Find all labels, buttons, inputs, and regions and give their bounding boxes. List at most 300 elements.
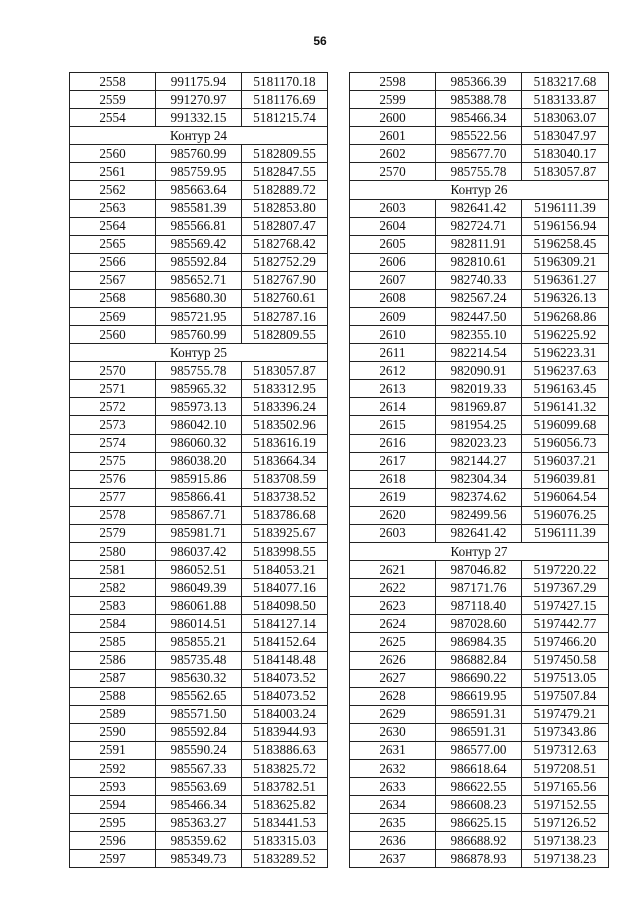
point-number: 2580 bbox=[70, 543, 156, 561]
y-coordinate: 5183925.67 bbox=[242, 524, 328, 542]
point-number: 2624 bbox=[350, 615, 436, 633]
contour-label: Контур 24 bbox=[70, 127, 328, 145]
x-coordinate: 985755.78 bbox=[436, 163, 522, 181]
table-row bbox=[70, 271, 328, 289]
point-number: 2619 bbox=[350, 488, 436, 506]
point-number: 2613 bbox=[350, 380, 436, 398]
x-coordinate: 987171.76 bbox=[436, 579, 522, 597]
point-number: 2608 bbox=[350, 289, 436, 307]
x-coordinate: 985388.78 bbox=[436, 91, 522, 109]
x-coordinate: 982304.34 bbox=[436, 470, 522, 488]
point-number: 2628 bbox=[350, 687, 436, 705]
x-coordinate: 986037.42 bbox=[156, 543, 242, 561]
x-coordinate: 986619.95 bbox=[436, 687, 522, 705]
x-coordinate: 985721.95 bbox=[156, 308, 242, 326]
y-coordinate: 5182847.55 bbox=[242, 163, 328, 181]
y-coordinate: 5196361.27 bbox=[522, 271, 609, 289]
x-coordinate: 986878.93 bbox=[436, 850, 522, 868]
table-row bbox=[350, 615, 609, 633]
table-row bbox=[350, 362, 609, 380]
point-number: 2581 bbox=[70, 561, 156, 579]
point-number: 2593 bbox=[70, 778, 156, 796]
point-number: 2583 bbox=[70, 597, 156, 615]
table-row bbox=[350, 778, 609, 796]
point-number: 2620 bbox=[350, 506, 436, 524]
point-number: 2612 bbox=[350, 362, 436, 380]
x-coordinate: 982810.61 bbox=[436, 253, 522, 271]
table-row bbox=[350, 199, 609, 217]
x-coordinate: 981954.25 bbox=[436, 416, 522, 434]
y-coordinate: 5196111.39 bbox=[522, 199, 609, 217]
point-number: 2570 bbox=[70, 362, 156, 380]
y-coordinate: 5182809.55 bbox=[242, 145, 328, 163]
y-coordinate: 5181176.69 bbox=[242, 91, 328, 109]
x-coordinate: 985965.32 bbox=[156, 380, 242, 398]
point-number: 2590 bbox=[70, 723, 156, 741]
table-row bbox=[70, 579, 328, 597]
x-coordinate: 987028.60 bbox=[436, 615, 522, 633]
table-row bbox=[350, 561, 609, 579]
x-coordinate: 982811.91 bbox=[436, 235, 522, 253]
y-coordinate: 5183664.34 bbox=[242, 452, 328, 470]
point-number: 2565 bbox=[70, 235, 156, 253]
y-coordinate: 5183782.51 bbox=[242, 778, 328, 796]
x-coordinate: 986882.84 bbox=[436, 651, 522, 669]
point-number: 2589 bbox=[70, 705, 156, 723]
table-row bbox=[350, 470, 609, 488]
contour-header-row bbox=[350, 543, 609, 561]
y-coordinate: 5183441.53 bbox=[242, 814, 328, 832]
x-coordinate: 985680.30 bbox=[156, 289, 242, 307]
x-coordinate: 985349.73 bbox=[156, 850, 242, 868]
point-number: 2598 bbox=[350, 73, 436, 91]
table-row bbox=[350, 398, 609, 416]
point-number: 2594 bbox=[70, 796, 156, 814]
x-coordinate: 985855.21 bbox=[156, 633, 242, 651]
point-number: 2560 bbox=[70, 145, 156, 163]
table-row bbox=[70, 561, 328, 579]
x-coordinate: 985363.27 bbox=[156, 814, 242, 832]
y-coordinate: 5196237.63 bbox=[522, 362, 609, 380]
y-coordinate: 5183944.93 bbox=[242, 723, 328, 741]
x-coordinate: 985760.99 bbox=[156, 145, 242, 163]
table-row bbox=[350, 488, 609, 506]
y-coordinate: 5197507.84 bbox=[522, 687, 609, 705]
x-coordinate: 986984.35 bbox=[436, 633, 522, 651]
table-row bbox=[70, 506, 328, 524]
y-coordinate: 5182767.90 bbox=[242, 271, 328, 289]
table-row bbox=[350, 289, 609, 307]
y-coordinate: 5182809.55 bbox=[242, 326, 328, 344]
point-number: 2566 bbox=[70, 253, 156, 271]
point-number: 2570 bbox=[350, 163, 436, 181]
y-coordinate: 5183133.87 bbox=[522, 91, 609, 109]
point-number: 2629 bbox=[350, 705, 436, 723]
point-number: 2616 bbox=[350, 434, 436, 452]
x-coordinate: 985592.84 bbox=[156, 253, 242, 271]
x-coordinate: 986060.32 bbox=[156, 434, 242, 452]
y-coordinate: 5197208.51 bbox=[522, 759, 609, 777]
table-row bbox=[350, 814, 609, 832]
y-coordinate: 5197152.55 bbox=[522, 796, 609, 814]
table-row bbox=[350, 524, 609, 542]
table-row bbox=[350, 669, 609, 687]
table-row bbox=[350, 832, 609, 850]
x-coordinate: 985973.13 bbox=[156, 398, 242, 416]
point-number: 2568 bbox=[70, 289, 156, 307]
x-coordinate: 986690.22 bbox=[436, 669, 522, 687]
table-row bbox=[350, 705, 609, 723]
y-coordinate: 5184098.50 bbox=[242, 597, 328, 615]
contour-header-row bbox=[350, 181, 609, 199]
point-number: 2625 bbox=[350, 633, 436, 651]
y-coordinate: 5196258.45 bbox=[522, 235, 609, 253]
table-row bbox=[350, 741, 609, 759]
x-coordinate: 986049.39 bbox=[156, 579, 242, 597]
x-coordinate: 985866.41 bbox=[156, 488, 242, 506]
table-row bbox=[70, 832, 328, 850]
table-row bbox=[70, 73, 328, 91]
table-row bbox=[350, 452, 609, 470]
x-coordinate: 991175.94 bbox=[156, 73, 242, 91]
y-coordinate: 5196309.21 bbox=[522, 253, 609, 271]
y-coordinate: 5182760.61 bbox=[242, 289, 328, 307]
table-row bbox=[350, 651, 609, 669]
y-coordinate: 5197343.86 bbox=[522, 723, 609, 741]
table-row bbox=[70, 814, 328, 832]
x-coordinate: 985466.34 bbox=[436, 109, 522, 127]
table-row bbox=[350, 163, 609, 181]
table-row bbox=[70, 524, 328, 542]
point-number: 2626 bbox=[350, 651, 436, 669]
point-number: 2627 bbox=[350, 669, 436, 687]
x-coordinate: 982567.24 bbox=[436, 289, 522, 307]
y-coordinate: 5183786.68 bbox=[242, 506, 328, 524]
y-coordinate: 5183057.87 bbox=[522, 163, 609, 181]
y-coordinate: 5183396.24 bbox=[242, 398, 328, 416]
point-number: 2609 bbox=[350, 308, 436, 326]
y-coordinate: 5197513.05 bbox=[522, 669, 609, 687]
table-row bbox=[350, 73, 609, 91]
x-coordinate: 982374.62 bbox=[436, 488, 522, 506]
contour-label: Контур 25 bbox=[70, 344, 328, 362]
x-coordinate: 986042.10 bbox=[156, 416, 242, 434]
y-coordinate: 5197220.22 bbox=[522, 561, 609, 579]
x-coordinate: 985366.39 bbox=[436, 73, 522, 91]
point-number: 2571 bbox=[70, 380, 156, 398]
table-row bbox=[70, 163, 328, 181]
x-coordinate: 985915.86 bbox=[156, 470, 242, 488]
y-coordinate: 5196141.32 bbox=[522, 398, 609, 416]
y-coordinate: 5183616.19 bbox=[242, 434, 328, 452]
point-number: 2587 bbox=[70, 669, 156, 687]
x-coordinate: 985569.42 bbox=[156, 235, 242, 253]
y-coordinate: 5183057.87 bbox=[242, 362, 328, 380]
y-coordinate: 5184148.48 bbox=[242, 651, 328, 669]
point-number: 2600 bbox=[350, 109, 436, 127]
x-coordinate: 991332.15 bbox=[156, 109, 242, 127]
x-coordinate: 985581.39 bbox=[156, 199, 242, 217]
point-number: 2586 bbox=[70, 651, 156, 669]
point-number: 2579 bbox=[70, 524, 156, 542]
y-coordinate: 5196268.86 bbox=[522, 308, 609, 326]
point-number: 2603 bbox=[350, 524, 436, 542]
y-coordinate: 5183063.07 bbox=[522, 109, 609, 127]
x-coordinate: 985760.99 bbox=[156, 326, 242, 344]
point-number: 2637 bbox=[350, 850, 436, 868]
y-coordinate: 5196037.21 bbox=[522, 452, 609, 470]
x-coordinate: 986052.51 bbox=[156, 561, 242, 579]
x-coordinate: 986618.64 bbox=[436, 759, 522, 777]
y-coordinate: 5183315.03 bbox=[242, 832, 328, 850]
table-row bbox=[350, 633, 609, 651]
table-row bbox=[350, 723, 609, 741]
table-row bbox=[70, 434, 328, 452]
table-row bbox=[350, 344, 609, 362]
point-number: 2567 bbox=[70, 271, 156, 289]
point-number: 2558 bbox=[70, 73, 156, 91]
y-coordinate: 5182889.72 bbox=[242, 181, 328, 199]
table-row bbox=[70, 362, 328, 380]
table-row bbox=[70, 253, 328, 271]
x-coordinate: 982214.54 bbox=[436, 344, 522, 362]
x-coordinate: 982740.33 bbox=[436, 271, 522, 289]
x-coordinate: 985735.48 bbox=[156, 651, 242, 669]
y-coordinate: 5196039.81 bbox=[522, 470, 609, 488]
table-row bbox=[70, 199, 328, 217]
y-coordinate: 5197367.29 bbox=[522, 579, 609, 597]
x-coordinate: 985630.32 bbox=[156, 669, 242, 687]
y-coordinate: 5184073.52 bbox=[242, 669, 328, 687]
point-number: 2591 bbox=[70, 741, 156, 759]
point-number: 2599 bbox=[350, 91, 436, 109]
x-coordinate: 982355.10 bbox=[436, 326, 522, 344]
table-row bbox=[70, 380, 328, 398]
point-number: 2605 bbox=[350, 235, 436, 253]
table-row bbox=[350, 796, 609, 814]
y-coordinate: 5182768.42 bbox=[242, 235, 328, 253]
table-row bbox=[70, 615, 328, 633]
y-coordinate: 5197312.63 bbox=[522, 741, 609, 759]
y-coordinate: 5196156.94 bbox=[522, 217, 609, 235]
y-coordinate: 5183625.82 bbox=[242, 796, 328, 814]
table-row bbox=[70, 669, 328, 687]
x-coordinate: 985522.56 bbox=[436, 127, 522, 145]
y-coordinate: 5197466.20 bbox=[522, 633, 609, 651]
point-number: 2603 bbox=[350, 199, 436, 217]
table-row bbox=[70, 181, 328, 199]
page-number: 56 bbox=[313, 34, 327, 48]
point-number: 2606 bbox=[350, 253, 436, 271]
y-coordinate: 5182807.47 bbox=[242, 217, 328, 235]
y-coordinate: 5197126.52 bbox=[522, 814, 609, 832]
table-row bbox=[350, 380, 609, 398]
contour-header-row bbox=[70, 344, 328, 362]
point-number: 2636 bbox=[350, 832, 436, 850]
point-number: 2562 bbox=[70, 181, 156, 199]
y-coordinate: 5183289.52 bbox=[242, 850, 328, 868]
point-number: 2633 bbox=[350, 778, 436, 796]
table-row bbox=[70, 741, 328, 759]
table-row bbox=[350, 217, 609, 235]
y-coordinate: 5196223.31 bbox=[522, 344, 609, 362]
point-number: 2575 bbox=[70, 452, 156, 470]
x-coordinate: 985571.50 bbox=[156, 705, 242, 723]
x-coordinate: 982499.56 bbox=[436, 506, 522, 524]
x-coordinate: 986014.51 bbox=[156, 615, 242, 633]
x-coordinate: 985759.95 bbox=[156, 163, 242, 181]
x-coordinate: 986577.00 bbox=[436, 741, 522, 759]
x-coordinate: 982144.27 bbox=[436, 452, 522, 470]
table-row bbox=[350, 145, 609, 163]
y-coordinate: 5197442.77 bbox=[522, 615, 609, 633]
y-coordinate: 5196056.73 bbox=[522, 434, 609, 452]
x-coordinate: 985867.71 bbox=[156, 506, 242, 524]
point-number: 2635 bbox=[350, 814, 436, 832]
y-coordinate: 5197165.56 bbox=[522, 778, 609, 796]
table-row bbox=[350, 271, 609, 289]
table-row bbox=[70, 289, 328, 307]
table-row bbox=[70, 778, 328, 796]
point-number: 2559 bbox=[70, 91, 156, 109]
table-row bbox=[350, 127, 609, 145]
y-coordinate: 5183047.97 bbox=[522, 127, 609, 145]
x-coordinate: 985466.34 bbox=[156, 796, 242, 814]
table-row bbox=[350, 235, 609, 253]
y-coordinate: 5197479.21 bbox=[522, 705, 609, 723]
table-row bbox=[70, 217, 328, 235]
point-number: 2584 bbox=[70, 615, 156, 633]
x-coordinate: 982023.23 bbox=[436, 434, 522, 452]
table-row bbox=[70, 470, 328, 488]
y-coordinate: 5183708.59 bbox=[242, 470, 328, 488]
contour-label: Контур 26 bbox=[350, 181, 609, 199]
table-row bbox=[350, 109, 609, 127]
contour-label: Контур 27 bbox=[350, 543, 609, 561]
point-number: 2631 bbox=[350, 741, 436, 759]
point-number: 2577 bbox=[70, 488, 156, 506]
point-number: 2569 bbox=[70, 308, 156, 326]
y-coordinate: 5183502.96 bbox=[242, 416, 328, 434]
x-coordinate: 982019.33 bbox=[436, 380, 522, 398]
y-coordinate: 5196076.25 bbox=[522, 506, 609, 524]
point-number: 2585 bbox=[70, 633, 156, 651]
x-coordinate: 985677.70 bbox=[436, 145, 522, 163]
x-coordinate: 985566.81 bbox=[156, 217, 242, 235]
x-coordinate: 985755.78 bbox=[156, 362, 242, 380]
table-row bbox=[350, 434, 609, 452]
point-number: 2601 bbox=[350, 127, 436, 145]
point-number: 2634 bbox=[350, 796, 436, 814]
y-coordinate: 5196064.54 bbox=[522, 488, 609, 506]
table-row bbox=[70, 416, 328, 434]
table-row bbox=[70, 633, 328, 651]
x-coordinate: 985590.24 bbox=[156, 741, 242, 759]
table-row bbox=[70, 488, 328, 506]
point-number: 2564 bbox=[70, 217, 156, 235]
x-coordinate: 985981.71 bbox=[156, 524, 242, 542]
table-row bbox=[350, 91, 609, 109]
point-number: 2623 bbox=[350, 597, 436, 615]
y-coordinate: 5182787.16 bbox=[242, 308, 328, 326]
table-row bbox=[70, 759, 328, 777]
x-coordinate: 987046.82 bbox=[436, 561, 522, 579]
y-coordinate: 5184152.64 bbox=[242, 633, 328, 651]
table-row bbox=[70, 308, 328, 326]
x-coordinate: 982641.42 bbox=[436, 199, 522, 217]
point-number: 2604 bbox=[350, 217, 436, 235]
y-coordinate: 5183312.95 bbox=[242, 380, 328, 398]
x-coordinate: 985359.62 bbox=[156, 832, 242, 850]
table-row bbox=[350, 416, 609, 434]
point-number: 2618 bbox=[350, 470, 436, 488]
table-row bbox=[70, 723, 328, 741]
point-number: 2610 bbox=[350, 326, 436, 344]
coordinates-table-left bbox=[69, 72, 328, 868]
x-coordinate: 986688.92 bbox=[436, 832, 522, 850]
point-number: 2561 bbox=[70, 163, 156, 181]
x-coordinate: 982641.42 bbox=[436, 524, 522, 542]
y-coordinate: 5197427.15 bbox=[522, 597, 609, 615]
point-number: 2595 bbox=[70, 814, 156, 832]
point-number: 2572 bbox=[70, 398, 156, 416]
table-row bbox=[70, 91, 328, 109]
x-coordinate: 986622.55 bbox=[436, 778, 522, 796]
point-number: 2630 bbox=[350, 723, 436, 741]
x-coordinate: 991270.97 bbox=[156, 91, 242, 109]
point-number: 2588 bbox=[70, 687, 156, 705]
x-coordinate: 981969.87 bbox=[436, 398, 522, 416]
x-coordinate: 985652.71 bbox=[156, 271, 242, 289]
x-coordinate: 986061.88 bbox=[156, 597, 242, 615]
table-row bbox=[350, 759, 609, 777]
x-coordinate: 986591.31 bbox=[436, 723, 522, 741]
y-coordinate: 5184073.52 bbox=[242, 687, 328, 705]
table-row bbox=[70, 850, 328, 868]
y-coordinate: 5196111.39 bbox=[522, 524, 609, 542]
coordinates-table-right bbox=[349, 72, 609, 868]
y-coordinate: 5196326.13 bbox=[522, 289, 609, 307]
point-number: 2578 bbox=[70, 506, 156, 524]
point-number: 2554 bbox=[70, 109, 156, 127]
table-row bbox=[350, 506, 609, 524]
point-number: 2607 bbox=[350, 271, 436, 289]
table-row bbox=[350, 597, 609, 615]
table-row bbox=[70, 597, 328, 615]
x-coordinate: 986608.23 bbox=[436, 796, 522, 814]
table-row bbox=[70, 326, 328, 344]
point-number: 2573 bbox=[70, 416, 156, 434]
table-row bbox=[70, 235, 328, 253]
x-coordinate: 982447.50 bbox=[436, 308, 522, 326]
point-number: 2622 bbox=[350, 579, 436, 597]
y-coordinate: 5196099.68 bbox=[522, 416, 609, 434]
x-coordinate: 985567.33 bbox=[156, 759, 242, 777]
point-number: 2597 bbox=[70, 850, 156, 868]
table-row bbox=[70, 796, 328, 814]
x-coordinate: 986591.31 bbox=[436, 705, 522, 723]
y-coordinate: 5197138.23 bbox=[522, 832, 609, 850]
point-number: 2592 bbox=[70, 759, 156, 777]
x-coordinate: 986625.15 bbox=[436, 814, 522, 832]
y-coordinate: 5184053.21 bbox=[242, 561, 328, 579]
point-number: 2602 bbox=[350, 145, 436, 163]
y-coordinate: 5183217.68 bbox=[522, 73, 609, 91]
y-coordinate: 5196225.92 bbox=[522, 326, 609, 344]
table-row bbox=[350, 850, 609, 868]
point-number: 2560 bbox=[70, 326, 156, 344]
point-number: 2621 bbox=[350, 561, 436, 579]
